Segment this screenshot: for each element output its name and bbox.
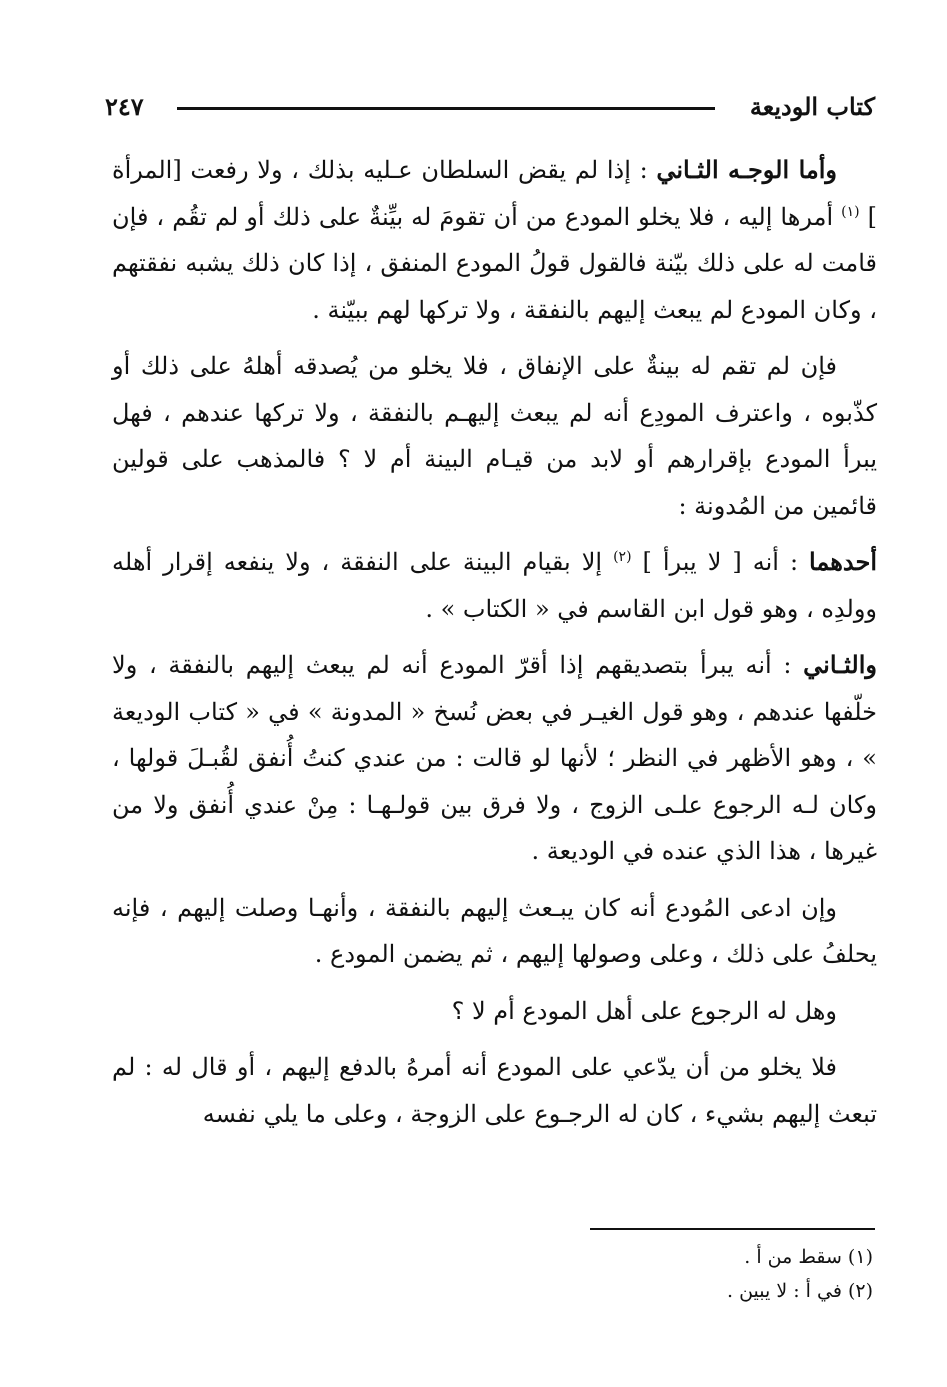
main-text [112,147,877,1137]
footnote: (١) سقط من أ . [744,1246,873,1268]
paragraph [112,988,877,1035]
footnote-ref: (٢) [613,549,632,565]
paragraph-text: فإن لم تقم له بينةٌ على الإنفاق ، فلا يخلو من يُصدقه أهلهُ على ذلك أو كذّبوه ، واعترف المودِع أنه لم يبعث إليهـم بالنفقة ، ولا تركها عندهم ، فهل يبرأ المودع بإقرارهم أو لابد من قيـام البينة أم لا ؟ فالمذهب على قولين قائمين من المُدونة : [112,352,877,520]
paragraph-text: : إذا لم يقض السلطان عـليه بذلك ، ولا رفعت [المرأة ] [112,156,878,231]
page-number: ٢٤٧ [105,92,144,121]
footnote: (٢) في أ : لا يبين . [727,1280,873,1302]
paragraph-lead: والثـاني [803,650,877,679]
paragraph-text: فلا يخلو من أن يدّعي على المودع أنه أمرهُ بالدفع إليهم ، أو قال له : لم تبعث إليهم بشيء ، كان له الرجـوع على الزوجة ، وعلى ما يلي نفسه [112,1053,877,1128]
paragraph-text: : أنه [ لا يبرأ ] [631,548,810,576]
paragraph-text-cont: إلا بقيام البينة على النفقة ، ولا ينفعه إقرار أهله وولدِه ، وهو قول ابن القاسم في « الكتاب » . [112,548,877,623]
paragraph [112,1044,877,1137]
paragraph [112,539,877,632]
footnote-rule [590,1228,875,1230]
footnote-ref: (١) [841,203,860,220]
paragraph [112,642,877,875]
paragraph-lead: أحدهما [809,547,877,576]
paragraph-text: وهل له الرجوع على أهل المودع أم لا ؟ [451,996,837,1025]
page-header [105,88,875,128]
paragraph-text-cont: أمرها إليه ، فلا يخلو المودع من أن تقومَ له بيِّنةٌ على ذلك أو لم تقُم ، فإن قامت له على ذلك بيّنة فالقول قولُ المودع المنفق ، إذا كان ذلك يشبه نفقتهم ، وكان المودع لم يبعث إليهم بالنفقة ، ولا تركها لهم ببيّنة . [112,202,877,324]
footnotes [473,1240,873,1308]
paragraph [112,343,877,529]
paragraph-lead: وأما الوجـه الثـاني [656,155,838,184]
header-rule [177,107,715,110]
paragraph-text: وإن ادعى المُودع أنه كان يبـعث إليهم بالنفقة ، وأنهـا وصلت إليهم ، فإنه يحلفُ على ذلك ، وعلى وصولها إليهم ، ثم يضمن المودع . [112,893,877,968]
paragraph [112,147,877,333]
paragraph-text: : أنه يبرأ بتصديقهم إذا أقرّ المودع أنه لم يبعث إليهم بالنفقة ، ولا خلّفها عندهم ، وهو قول الغيـر في بعض نُسخ « المدونة » في « كتاب الوديعة » ، وهو الأظهر في النظر ؛ لأنها لو قالت : من عندي كنتُ أُنفق لقُبـلَ قولها ، وكان لـه الرجوع علـى الزوج ، ولا فرق بين قولـهـا : مِنْ عندي أُنفق ولا من غيرها ، هذا الذي عنده في الوديعة . [112,651,877,865]
running-title: كتاب الوديعة [749,92,875,121]
paragraph [112,885,877,978]
